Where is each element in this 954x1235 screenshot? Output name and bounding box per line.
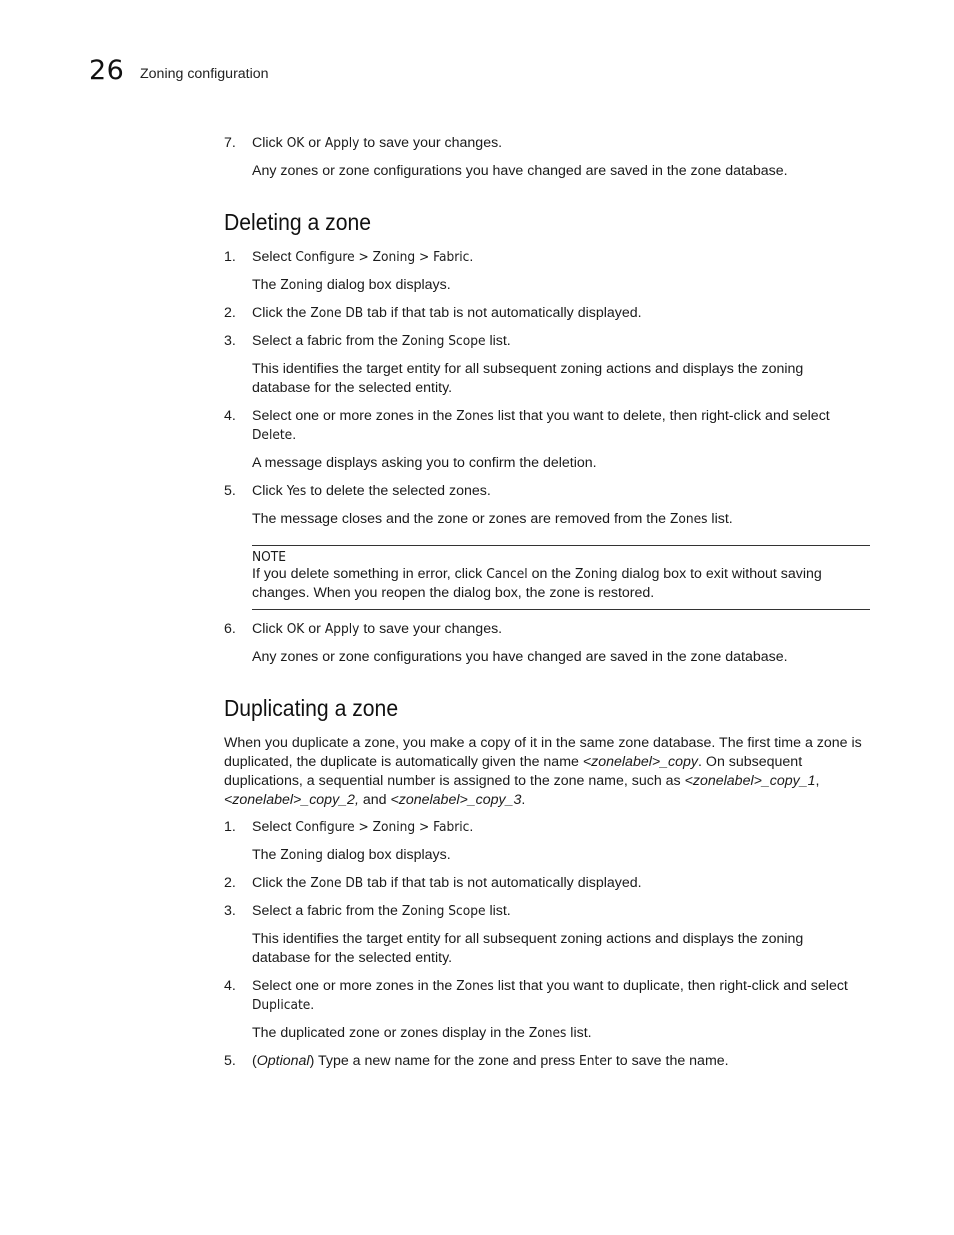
step-result [252,276,451,295]
ui-term: Apply [324,621,360,637]
text-run: . [292,427,297,443]
step-text [252,304,642,323]
text-run: to delete the selected zones. [306,483,491,499]
ui-term: Delete [252,427,293,443]
ui-term: Yes [286,483,307,499]
text-run: Select [252,249,296,265]
ui-term: Apply [324,135,360,151]
step-number: 5. [224,483,236,499]
text-run: When you duplicate a zone, you make a copy of it in the same zone database. The first time a zone is duplicated, the duplicate is automatically given the name [224,735,862,770]
ui-term: Enter [579,1053,612,1069]
step-result [252,846,451,865]
chapter-number: 26 [89,55,125,86]
ui-term: Zones [528,1025,567,1041]
ui-term: Zoning [280,847,323,863]
step-text [252,818,473,837]
text-run: ( [252,1053,257,1069]
text-run: tab if that tab is not automatically displayed. [363,875,642,891]
text-run: list. [485,903,511,919]
section-heading-deleting: Deleting a zone [224,209,372,235]
note-box [252,545,870,610]
text-run: and [358,792,391,808]
text-run: . [310,997,315,1013]
text-run: The duplicated zone or zones display in the [252,1025,529,1041]
step-number: 1. [224,249,236,265]
step-text [252,977,852,1015]
text-run: dialog box to exit without saving changes. When you reopen the dialog box, the zone is restored. [252,566,822,601]
ui-term: Zone DB [310,875,364,891]
ui-term: OK [286,135,305,151]
ui-term: Zoning Scope [401,333,486,349]
step-number: 4. [224,408,236,424]
step-number: 3. [224,903,236,919]
text-run: list that you want to delete, then right-click and select [493,408,830,424]
section-intro [224,734,870,810]
emphasis-text: <zonelabel>_copy_2, [224,792,359,808]
step-text [252,482,491,501]
text-run: . [521,792,526,808]
text-run: Click [252,483,287,499]
text-run: . [469,249,474,265]
text-run: on the [527,566,576,582]
text-run: Click [252,135,287,151]
text-run: dialog box displays. [322,277,451,293]
text-run: to save your changes. [359,135,503,151]
text-run: Click the [252,305,311,321]
step-number: 2. [224,305,236,321]
note-label: NOTE [252,549,286,565]
ui-term: Zoning [575,566,618,582]
step-result: Any zones or zone configurations you have changed are saved in the zone database. [252,649,788,665]
ui-term: Configure > Zoning > Fabric [295,819,470,835]
step-number: 4. [224,978,236,994]
text-run: list. [707,511,733,527]
text-run: The message closes and the zone or zones are removed from the [252,511,670,527]
step-number: 3. [224,333,236,349]
text-run: Select one or more zones in the [252,978,457,994]
text-run: Select [252,819,296,835]
step-number: 5. [224,1053,236,1069]
step-text [252,1052,729,1071]
text-run: or [304,135,325,151]
text-run: list. [566,1025,592,1041]
text-run: Select a fabric from the [252,903,402,919]
step-number: 1. [224,819,236,835]
step-text [252,134,502,153]
ui-term: Configure > Zoning > Fabric [295,249,470,265]
step-result [252,510,733,529]
text-run: to save your changes. [359,621,503,637]
ui-term: Zoning [280,277,323,293]
step-result: Any zones or zone configurations you have changed are saved in the zone database. [252,163,788,179]
step-number: 7. [224,135,236,151]
emphasis-text: <zonelabel>_copy_1 [684,773,816,789]
step-result: This identifies the target entity for all subsequent zoning actions and displays the zoning database for the selected entity. [252,361,804,396]
text-run: dialog box displays. [322,847,451,863]
ui-term: Cancel [486,566,528,582]
ui-term: OK [286,621,305,637]
step-text [252,248,473,267]
text-run: . [469,819,474,835]
text-run: tab if that tab is not automatically displayed. [363,305,642,321]
text-run: The [252,847,281,863]
ui-term: Zones [456,978,494,994]
step-number: 2. [224,875,236,891]
ui-term: Duplicate [252,997,311,1013]
text-run: Select one or more zones in the [252,408,457,424]
text-run: list. [485,333,511,349]
step-number: 6. [224,621,236,637]
text-run: or [304,621,325,637]
text-run: Click the [252,875,311,891]
text-run: Select a fabric from the [252,333,402,349]
text-run: list that you want to duplicate, then right-click and select [493,978,848,994]
step-result: This identifies the target entity for all subsequent zoning actions and displays the zoning database for the selected entity. [252,931,804,966]
ui-term: Zones [456,408,494,424]
ui-term: Zones [669,511,708,527]
emphasis-text: <zonelabel>_copy_3 [390,792,522,808]
step-text [252,902,511,921]
text-run: Click [252,621,287,637]
step-text [252,407,868,445]
step-text [252,332,511,351]
ui-term: Zone DB [310,305,364,321]
emphasis-text: Optional [256,1053,310,1069]
text-run: The [252,277,281,293]
note-text [252,565,864,603]
chapter-title: Zoning configuration [140,66,269,82]
step-result [252,1024,592,1043]
text-run: ) Type a new name for the zone and press [309,1053,580,1069]
text-run: If you delete something in error, click [252,566,487,582]
step-text [252,620,502,639]
step-result: A message displays asking you to confirm the deletion. [252,455,597,471]
ui-term: Zoning Scope [401,903,486,919]
text-run: , [815,773,820,789]
emphasis-text: <zonelabel>_copy [582,754,699,770]
text-run: . On subsequent duplications, a sequential number is assigned to the zone name, such as [224,754,803,789]
section-heading-duplicating: Duplicating a zone [224,695,399,721]
text-run: to save the name. [611,1053,729,1069]
step-text [252,874,642,893]
